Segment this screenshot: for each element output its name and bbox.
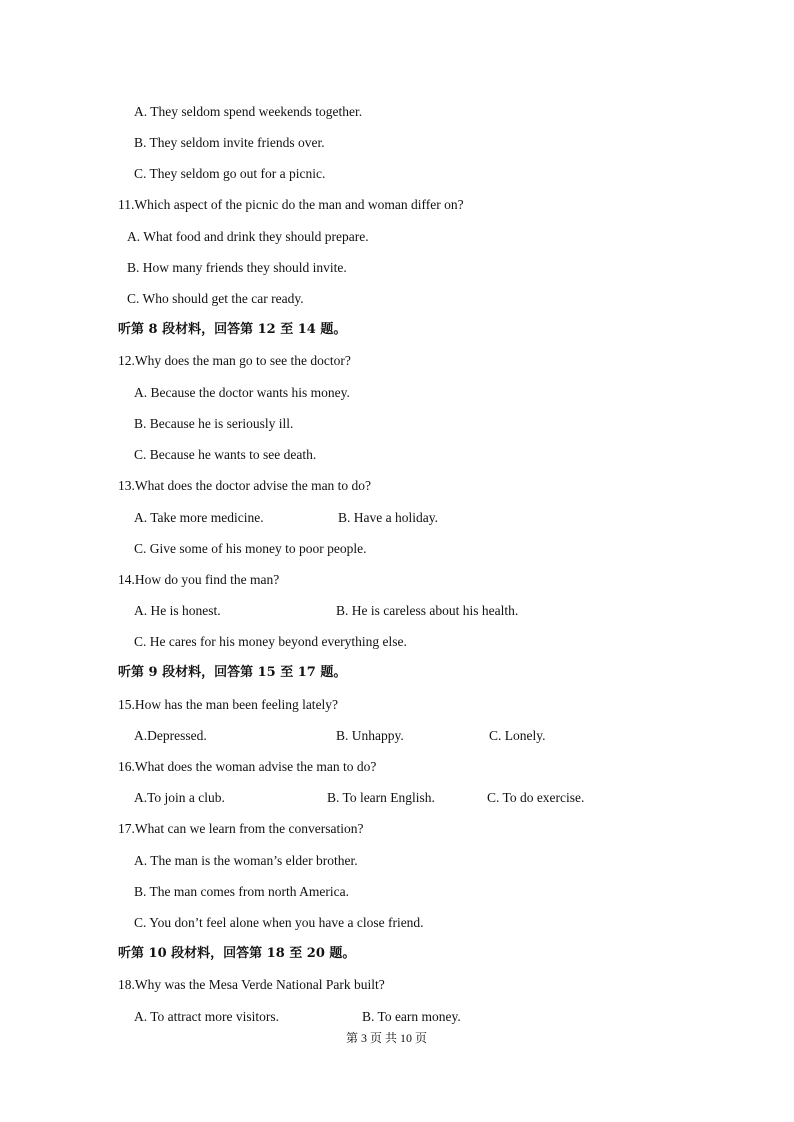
- option-18a: A. To attract more visitors.: [134, 1009, 280, 1024]
- option-15b: B. Unhappy.: [336, 728, 404, 743]
- section-heading-8: 听第 8 段材料，回答第 12 至 14 题。: [118, 322, 347, 337]
- option-12c: C. Because he wants to see death.: [134, 447, 317, 462]
- question-18: 18.Why was the Mesa Verde National Park built?: [118, 977, 385, 992]
- section-heading-9: 听第 9 段材料，回答第 15 至 17 题。: [118, 665, 347, 680]
- option-10b: B. They seldom invite friends over.: [134, 135, 325, 150]
- option-16a: A.To join a club.: [134, 790, 225, 805]
- question-16: 16.What does the woman advise the man to do?: [118, 759, 377, 774]
- question-14: 14.How do you find the man?: [118, 572, 280, 587]
- option-15c: C. Lonely.: [489, 728, 546, 743]
- question-11: 11.Which aspect of the picnic do the man and woman differ on?: [118, 197, 464, 212]
- section-heading-10: 听第 10 段材料，回答第 18 至 20 题。: [118, 946, 356, 961]
- option-11a: A. What food and drink they should prepare.: [127, 229, 369, 244]
- question-17: 17.What can we learn from the conversation?: [118, 821, 364, 836]
- option-17a: A. The man is the woman’s elder brother.: [134, 853, 358, 868]
- option-10a: A. They seldom spend weekends together.: [134, 104, 363, 119]
- option-14a: A. He is honest.: [134, 603, 221, 618]
- option-16b: B. To learn English.: [327, 790, 435, 805]
- option-15a: A.Depressed.: [134, 728, 207, 743]
- option-16c: C. To do exercise.: [487, 790, 585, 805]
- option-13c: C. Give some of his money to poor people.: [134, 541, 367, 556]
- option-14c: C. He cares for his money beyond everything else.: [134, 634, 407, 649]
- option-18b: B. To earn money.: [362, 1009, 461, 1024]
- question-12: 12.Why does the man go to see the doctor?: [118, 353, 351, 368]
- option-14b: B. He is careless about his health.: [336, 603, 519, 618]
- option-13b: B. Have a holiday.: [338, 510, 438, 525]
- option-11c: C. Who should get the car ready.: [127, 291, 304, 306]
- page-footer: 第 3 页 共 10 页: [346, 1031, 428, 1045]
- question-13: 13.What does the doctor advise the man to do?: [118, 478, 372, 493]
- option-12a: A. Because the doctor wants his money.: [134, 385, 350, 400]
- option-10c: C. They seldom go out for a picnic.: [134, 166, 326, 181]
- question-15: 15.How has the man been feeling lately?: [118, 697, 339, 712]
- option-17c: C. You don’t feel alone when you have a close friend.: [134, 915, 424, 930]
- option-17b: B. The man comes from north America.: [134, 884, 349, 899]
- option-13a: A. Take more medicine.: [134, 510, 264, 525]
- option-11b: B. How many friends they should invite.: [127, 260, 347, 275]
- option-12b: B. Because he is seriously ill.: [134, 416, 294, 431]
